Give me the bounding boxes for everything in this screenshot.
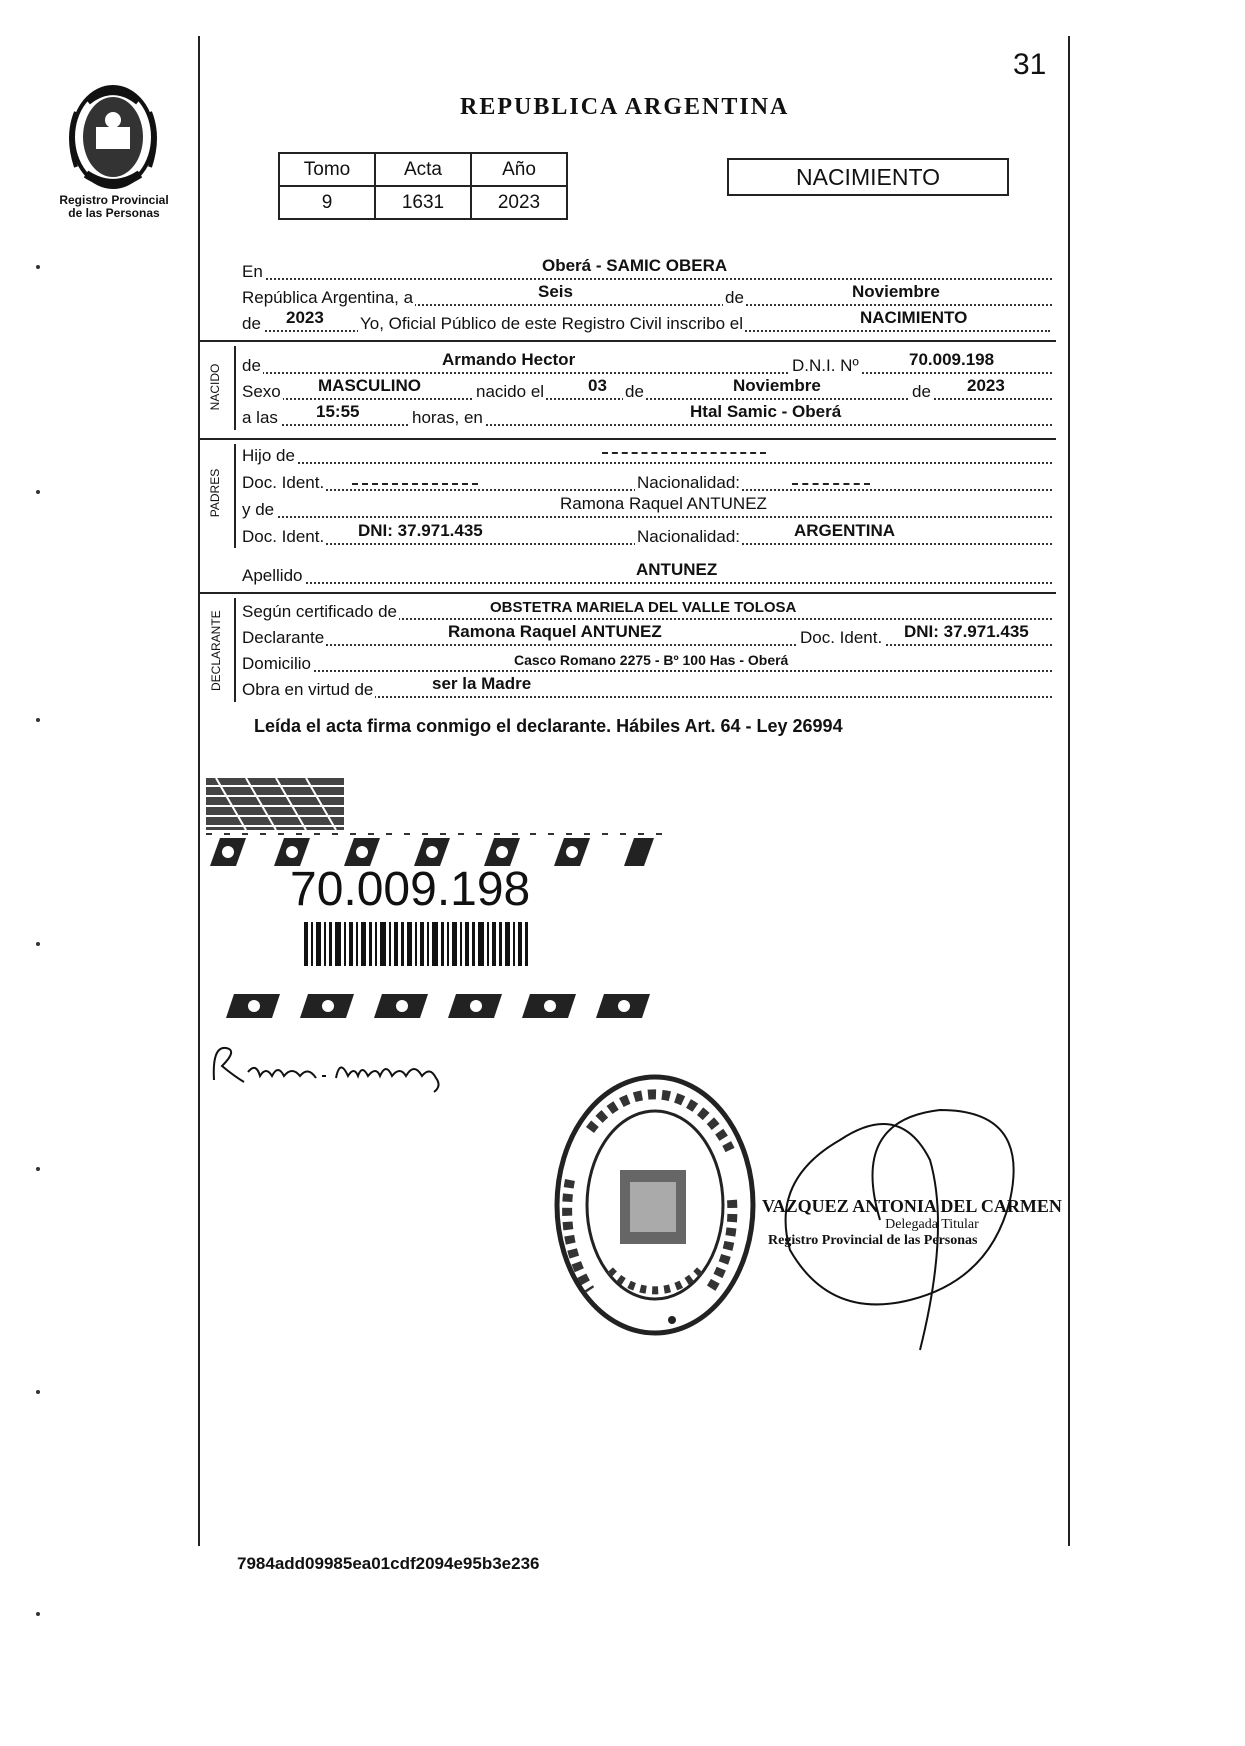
value-birth-day: 03	[588, 376, 607, 395]
value-declarante: Ramona Raquel ANTUNEZ	[448, 622, 662, 641]
value-birth-month: Noviembre	[733, 376, 821, 395]
label-sexo: Sexo	[242, 382, 281, 401]
table-header-acta: Acta	[375, 153, 471, 186]
declarant-signature	[208, 1036, 468, 1096]
label-nacido-el: nacido el	[476, 382, 545, 401]
value-segun: OBSTETRA MARIELA DEL VALLE TOLOSA	[490, 599, 797, 616]
value-sexo: MASCULINO	[318, 376, 421, 395]
value-day: Seis	[538, 282, 573, 301]
value-domicilio: Casco Romano 2275 - Bº 100 Has - Oberá	[514, 652, 789, 668]
line-republica	[242, 282, 1052, 308]
signer-role: Delegada Titular	[885, 1217, 979, 1232]
province-emblem-icon	[58, 82, 168, 192]
barcode-icon	[304, 922, 528, 966]
seal-row-bottom	[224, 990, 664, 1020]
label-domicilio: Domicilio	[242, 654, 311, 673]
table-value-acta: 1631	[375, 186, 471, 219]
section-bar	[234, 346, 236, 430]
value-en: Oberá - SAMIC OBERA	[542, 256, 728, 275]
value-mother-doc: DNI: 37.971.435	[358, 521, 483, 540]
line-hora	[242, 402, 1052, 428]
section-bar	[234, 444, 236, 548]
value-mother: Ramona Raquel ANTUNEZ	[560, 494, 767, 513]
label-de: de	[725, 288, 744, 307]
scan-dot	[36, 1612, 40, 1616]
label-declarante: Declarante	[242, 628, 325, 647]
line-obra	[242, 674, 1052, 700]
blank-dash	[352, 483, 478, 485]
signer-name: VAZQUEZ ANTONIA DEL CARMEN	[762, 1196, 1062, 1216]
value-doc-declarante: DNI: 37.971.435	[904, 622, 1029, 641]
line-doc-mother	[242, 521, 1052, 547]
line-domicilio	[242, 648, 1052, 674]
label-nacido-de: de	[242, 356, 261, 375]
line-sexo	[242, 376, 1052, 402]
official-seal-icon	[550, 1070, 760, 1340]
label-horas: horas, en	[412, 408, 483, 427]
value-obra: ser la Madre	[432, 674, 532, 693]
line-nacido-de	[242, 350, 1052, 376]
value-year: 2023	[286, 308, 324, 327]
signer-block	[762, 1196, 1062, 1249]
label-yo: Yo, Oficial Público de este Registro Civil inscribo el	[360, 314, 743, 333]
value-birth-year: 2023	[967, 376, 1005, 395]
value-name: Armando Hector	[442, 350, 576, 369]
scan-dot	[36, 490, 40, 494]
line-y-de	[242, 494, 1052, 520]
label-de2: de	[242, 314, 261, 333]
section-label-nacido: NACIDO	[208, 363, 222, 411]
label-doc-declarante: Doc. Ident.	[800, 628, 883, 647]
scan-dot	[36, 1167, 40, 1171]
line-declarante	[242, 622, 1052, 648]
label-apellido: Apellido	[242, 566, 303, 585]
divider	[198, 592, 1056, 594]
value-time: 15:55	[316, 402, 360, 421]
line-yo	[242, 308, 1050, 334]
blank-dash	[792, 483, 870, 485]
document-hash: 7984add09985ea01cdf2094e95b3e236	[237, 1554, 540, 1573]
label-doc-mother: Doc. Ident.	[242, 527, 325, 546]
record-table	[278, 152, 568, 220]
line-doc-father	[242, 467, 1052, 493]
line-en	[242, 256, 1052, 282]
scan-dot	[36, 265, 40, 269]
table-header-ano: Año	[471, 153, 567, 186]
label-republica: República Argentina, a	[242, 288, 414, 307]
divider	[198, 340, 1056, 342]
label-obra: Obra en virtud de	[242, 680, 374, 699]
line-apellido	[242, 560, 1052, 586]
label-de-month: de	[625, 382, 644, 401]
table-value-tomo: 9	[279, 186, 375, 219]
line-hijo	[242, 440, 1052, 466]
scan-dot	[36, 942, 40, 946]
value-mother-nac: ARGENTINA	[794, 521, 896, 540]
line-segun	[242, 596, 1052, 622]
registry-label-line1: Registro Provincial	[59, 193, 169, 207]
section-label-declarante: DECLARANTE	[209, 610, 223, 691]
value-month: Noviembre	[852, 282, 940, 301]
value-inscribo: NACIMIENTO	[860, 308, 968, 327]
right-margin-rule	[1068, 36, 1070, 1546]
left-margin-rule	[198, 36, 200, 1546]
value-place: Htal Samic - Oberá	[690, 402, 842, 421]
label-nac-mother: Nacionalidad:	[637, 527, 741, 546]
label-hijo: Hijo de	[242, 446, 295, 465]
closing-statement: Leída el acta firma conmigo el declarante. Hábiles Art. 64 - Ley 26994	[254, 716, 843, 736]
label-segun: Según certificado de	[242, 602, 397, 621]
registry-label-line2: de las Personas	[68, 206, 160, 220]
label-a-las: a las	[242, 408, 278, 427]
label-nac-father: Nacionalidad:	[637, 473, 741, 492]
section-bar	[234, 598, 236, 702]
security-stamp-icon	[206, 778, 344, 830]
record-type-box: NACIMIENTO	[727, 158, 1009, 196]
label-y-de: y de	[242, 500, 275, 519]
label-de-year: de	[912, 382, 931, 401]
table-value-ano: 2023	[471, 186, 567, 219]
blank-dash	[602, 452, 766, 454]
id-number-large: 70.009.198	[290, 863, 531, 916]
page-number: 31	[1013, 48, 1047, 81]
scan-dot	[36, 718, 40, 722]
registry-label	[44, 194, 184, 220]
value-dni: 70.009.198	[909, 350, 995, 369]
table-header-tomo: Tomo	[279, 153, 375, 186]
scan-dot	[36, 1390, 40, 1394]
label-dni: D.N.I. Nº	[792, 356, 859, 375]
document-title: REPUBLICA ARGENTINA	[460, 94, 790, 120]
value-apellido: ANTUNEZ	[636, 560, 718, 579]
signer-office: Registro Provincial de las Personas	[768, 1233, 978, 1248]
label-en: En	[242, 262, 263, 281]
label-doc-father: Doc. Ident.	[242, 473, 325, 492]
section-label-padres: PADRES	[208, 468, 222, 518]
